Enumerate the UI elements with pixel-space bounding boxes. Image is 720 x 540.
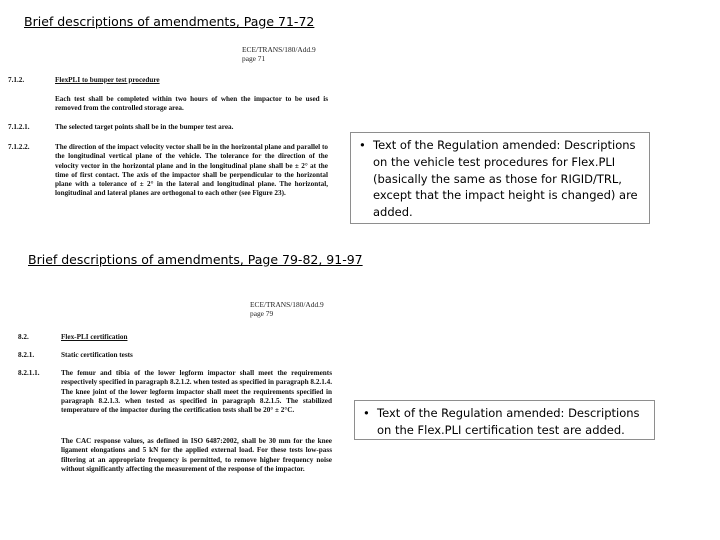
amendment-note-1 bbox=[350, 132, 650, 224]
document-reference: ECE/TRANS/180/Add.9 page 71 bbox=[242, 45, 316, 63]
note-text: Text of the Regulation amended: Descriptions on the Flex.PLI certification test are added. bbox=[377, 406, 640, 437]
paragraph-number: 7.1.2.1. bbox=[8, 123, 30, 131]
regulation-excerpt-page-79 bbox=[18, 301, 332, 491]
paragraph-number: 7.1.2. bbox=[8, 76, 25, 84]
paragraph-text: The CAC response values, as defined in ISO 6487:2002, shall be 30 mm for the knee ligament elongations and 5 kN for the applied external load. For these tests low-pass filtering at an appropriate frequency is permitted, to remove higher frequency noise without significantly affecting the measurement of the response of the impactor. bbox=[61, 437, 332, 473]
paragraph-heading: FlexPLI to bumper test procedure bbox=[55, 76, 160, 84]
paragraph-text: The selected target points shall be in the bumper test area. bbox=[55, 123, 234, 131]
bullet-icon: • bbox=[363, 406, 370, 420]
paragraph-text: Static certification tests bbox=[61, 351, 133, 359]
amendment-note-2 bbox=[354, 400, 655, 440]
document-reference: ECE/TRANS/180/Add.9 page 79 bbox=[250, 300, 324, 318]
paragraph-number: 7.1.2.2. bbox=[8, 143, 30, 151]
regulation-excerpt-page-71 bbox=[8, 46, 328, 216]
paragraph-text: Each test shall be completed within two hours of when the impactor to be used is removed from the controlled storage area. bbox=[55, 95, 328, 113]
bullet-icon: • bbox=[359, 138, 366, 152]
section-2-title: Brief descriptions of amendments, Page 79-82, 91-97 bbox=[28, 252, 363, 267]
paragraph-heading: Flex-PLI certification bbox=[61, 333, 128, 341]
paragraph-number: 8.2.1.1. bbox=[18, 369, 40, 377]
section-1-title: Brief descriptions of amendments, Page 71-72 bbox=[24, 14, 315, 29]
paragraph-number: 8.2.1. bbox=[18, 351, 35, 359]
paragraph-text: The femur and tibia of the lower legform impactor shall meet the requirements respectively specified in paragraph 8.2.1.2. when tested as specified in paragraph 8.2.1.4. The knee joint of the lower legform impactor shall meet the requirements specified in paragraph 8.2.1.3. when tested as specified in paragraph 8.2.1.5. The stabilized temperature of the impactor during the certification tests shall be 20° ± 2°C. bbox=[61, 369, 332, 415]
paragraph-number: 8.2. bbox=[18, 333, 29, 341]
paragraph-text: The direction of the impact velocity vector shall be in the horizontal plane and parallel to the longitudinal vertical plane of the vehicle. The tolerance for the direction of the velocity vector in the horizontal plane and in the longitudinal plane shall be ± 2° at the time of first contact. The axis of the impactor shall be perpendicular to the horizontal plane with a tolerance of ± 2° in the lateral and longitudinal plane. The horizontal, longitudinal and lateral planes are orthogonal to each other (see Figure 23). bbox=[55, 143, 328, 198]
note-text: Text of the Regulation amended: Descriptions on the vehicle test procedures for Flex.PLI (basically the same as those for RIGID/TRL, except that the impact height is changed) are added. bbox=[373, 138, 638, 220]
